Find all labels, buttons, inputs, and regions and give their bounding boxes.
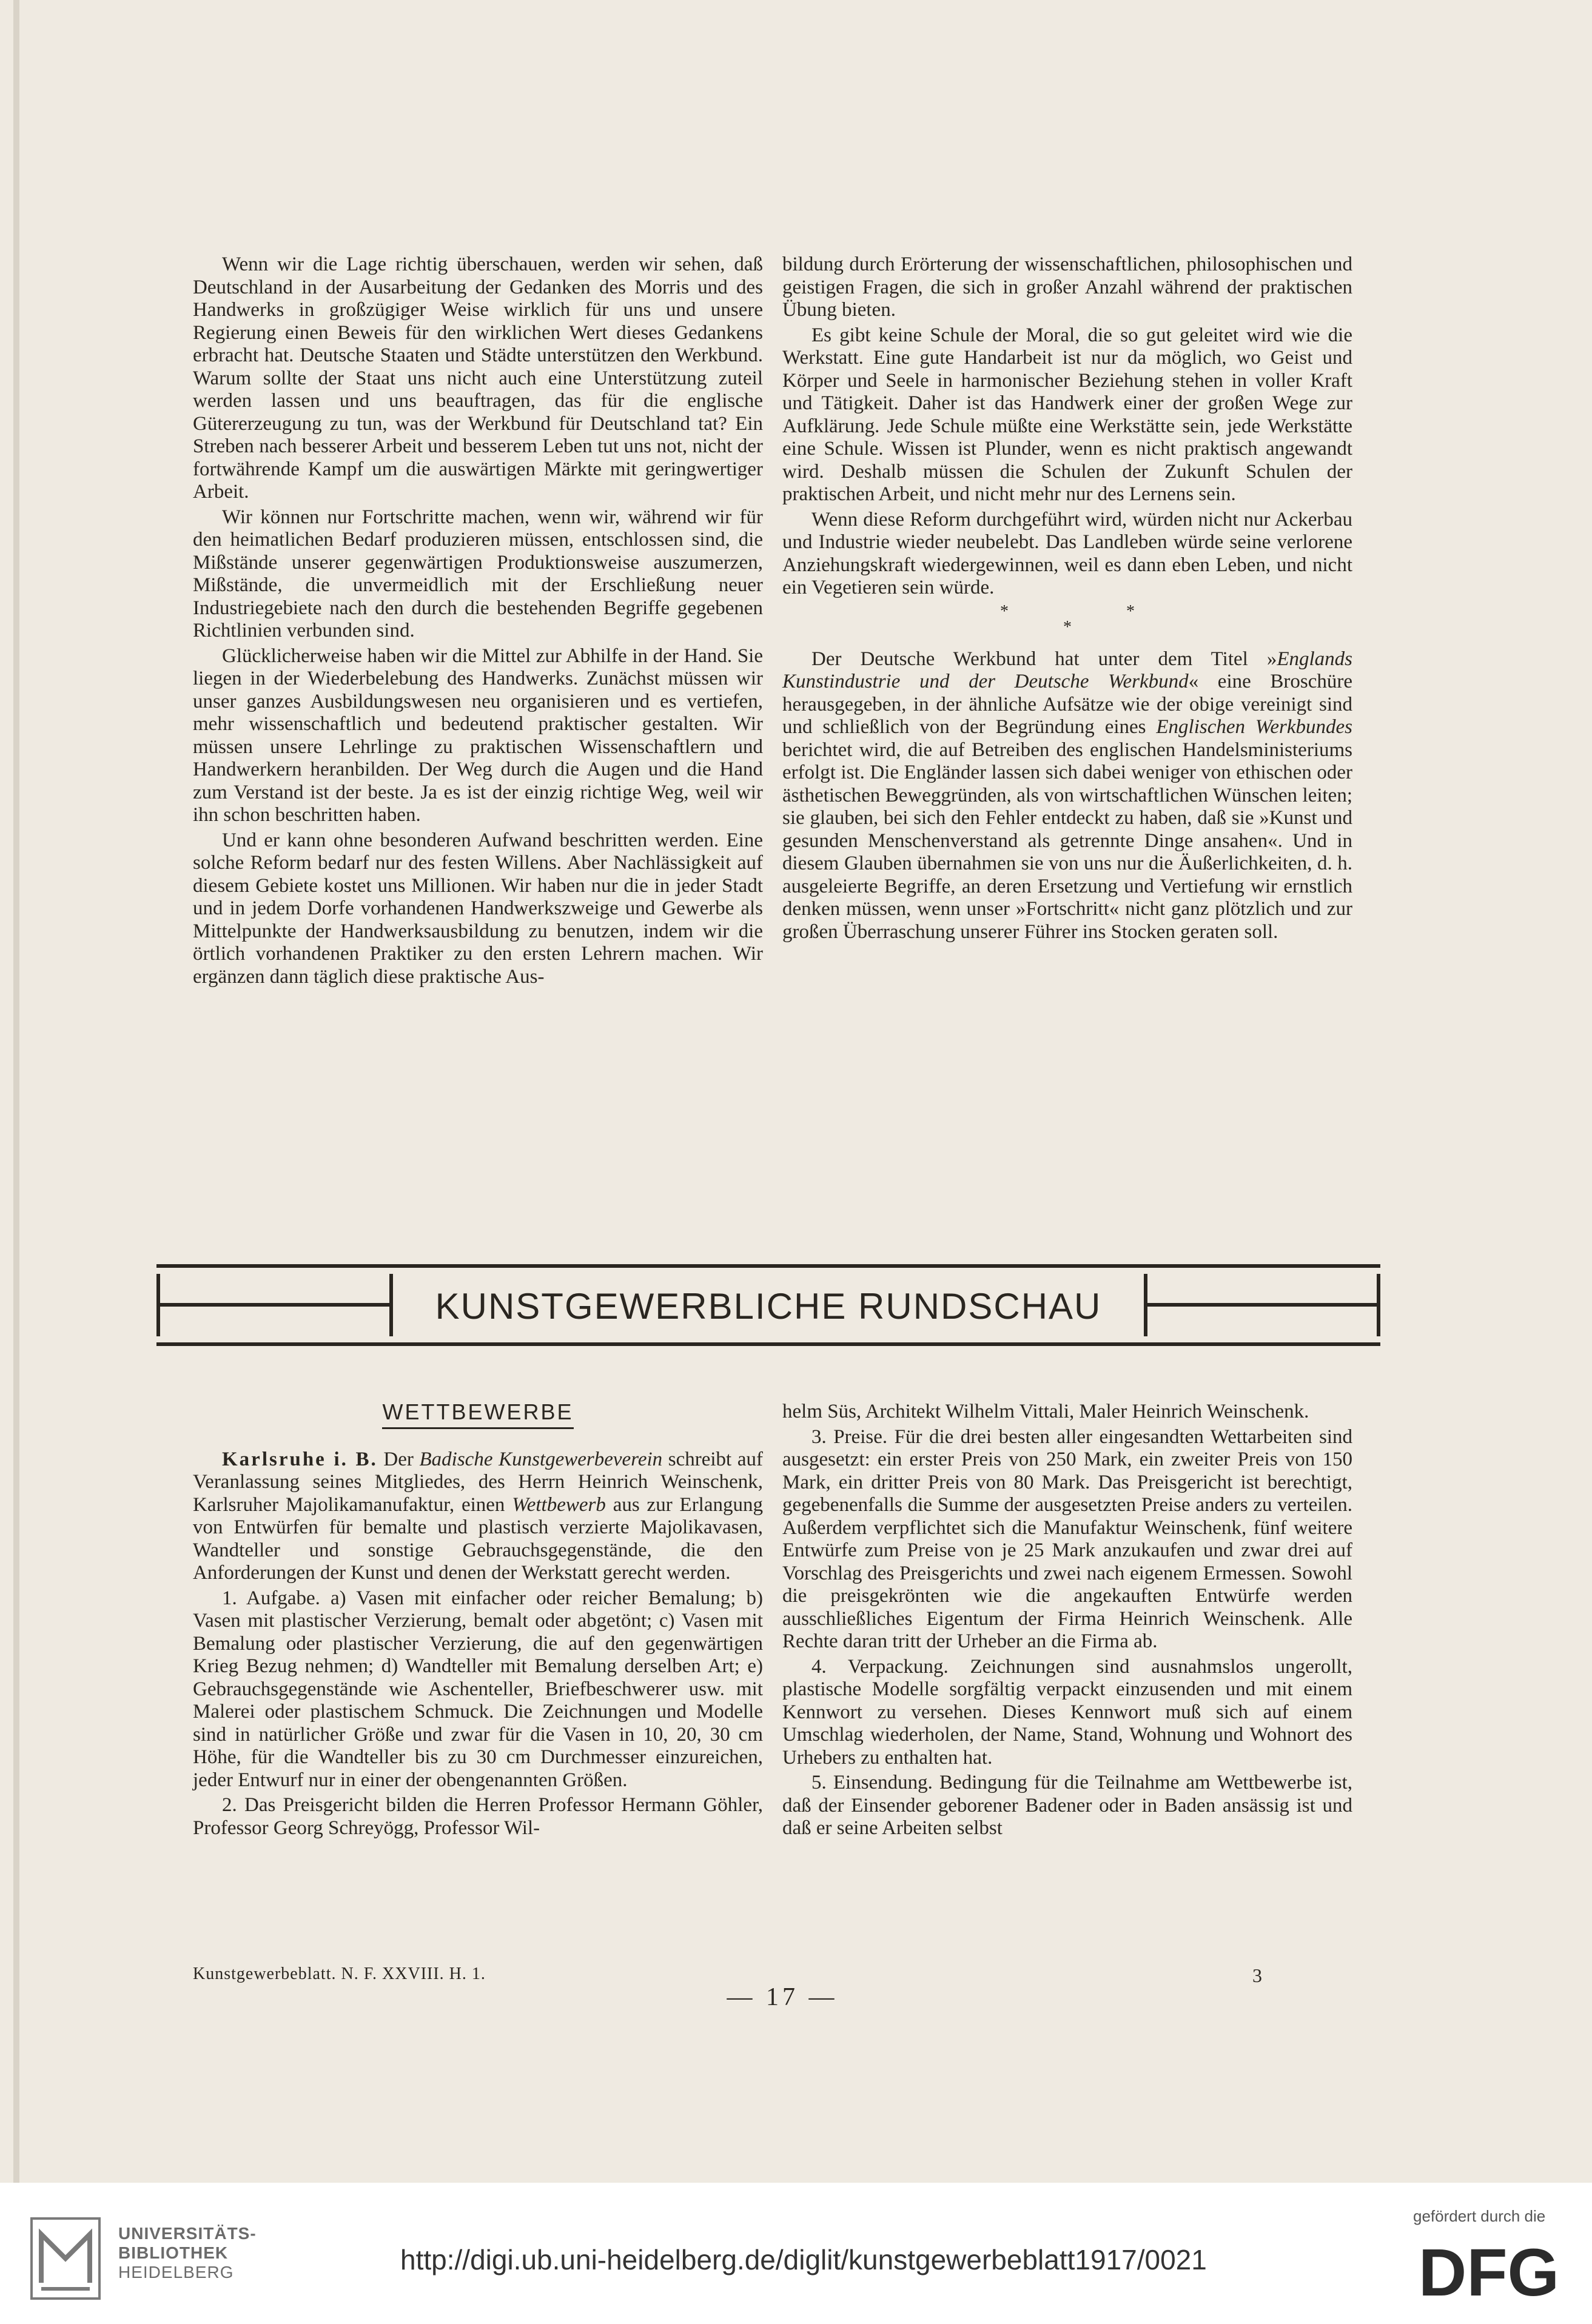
dfg-logo-icon[interactable] — [1407, 2237, 1571, 2304]
banner-rule-mid-right — [1144, 1303, 1380, 1307]
paragraph: 5. Einsendung. Bedingung für die Teilnahme am Wettbewerbe ist, daß der Einsender geborener Badener oder in Baden ansässig ist und daß er seine Arbeiten selbst — [782, 1772, 1352, 1839]
paragraph: Glücklicherweise haben wir die Mittel zur Abhilfe in der Hand. Sie liegen in der Wiederbelebung des Handwerks. Zunächst müssen wir unser ganzes Ausbildungswesen neu organisieren und es vertiefen, mehr wissenschaftlich und bedeutend praktischer gestalten. Wir müssen unsere Lehrlinge zu praktischen Wissenschaftlern und Handwerkern heranbilden. Der Weg durch die Augen und die Hand zum Verstand ist der beste. Ja es ist der einzig richtige Weg, weil wir ihn schon beschritten haben. — [193, 645, 763, 826]
paragraph: 1. Aufgabe. a) Vasen mit einfacher oder reicher Bemalung; b) Vasen mit plastischer Verzierung, bemalt oder abgetönt; c) Vasen mit Bemalung oder plastischer Verzierung, die auf den gegenwärtigen Krieg Bezug nehmen; d) Wandteller mit Bemalung derselben Art; e) Gebrauchsgegenstände wie Aschenteller, Briefbeschwerer usw. mit Malerei oder plastischem Schmuck. Die Zeichnungen und Modelle sind in natürlicher Größe und zwar für die Vasen in 10, 20, 30 cm Höhe, für die Wandteller bis zu 30 cm Durchmesser einzureichen, jeder Entwurf nur in einer der obengenannten Größen. — [193, 1587, 763, 1791]
paragraph: Wenn diese Reform durchgeführt wird, würden nicht nur Ackerbau und Industrie wieder neubelebt. Das Landleben würde seine verlorene Anziehungskraft wiedergewinnen, weil es dann eben Leben, und nicht ein Vegetieren sein würde. — [782, 508, 1352, 598]
library-name-line: BIBLIOTHEK — [118, 2243, 229, 2262]
text-run: schreibt auf Veranlassung seines Mitgliedes, des Herrn Heinrich Weinschenk, Karlsruher Majolikamanufaktur, einen — [193, 1448, 763, 1516]
dfg-logo-text: DFG — [1418, 2237, 1560, 2304]
paragraph: 2. Das Preisgericht bilden die Herren Professor Hermann Göhler, Professor Georg Schreyögg, Professor Wil- — [193, 1794, 763, 1839]
organization-name: Englischen Werkbundes — [1156, 716, 1352, 738]
separator-star: * — [1000, 601, 1063, 621]
library-name — [118, 2224, 257, 2282]
signature-mark: 3 — [1252, 1964, 1262, 1986]
paragraph: Es gibt keine Schule der Moral, die so gut geleitet wird wie die Werkstatt. Eine gute Handarbeit ist nur da möglich, wo Geist und Körper und Seele in harmonischer Beziehung stehen in voller Kraft und Tätigkeit. Daher ist das Handwerk einer der großen Wege zur Aufklärung. Jede Schule müßte eine Werkstätte sein, jede Werkstätte eine Schule. Wissen ist Plunder, wenn es nicht praktisch angewandt wird. Deshalb müssen die Schulen der Zukunft Schulen der praktischen Arbeit, und nicht mehr nur des Lernens sein. — [782, 324, 1352, 505]
heidelberg-library-logo-icon[interactable] — [29, 2216, 102, 2301]
paragraph: bildung durch Erörterung der wissenschaftlichen, philosophischen und geistigen Fragen, die sich in großer Anzahl während der praktischen Übung bieten. — [782, 253, 1352, 321]
article-column-1 — [193, 253, 763, 988]
page-number: — 17 — — [727, 1983, 838, 2011]
text-run: berichtet wird, die auf Betreiben des englischen Handelsministeriums erfolgt ist. Die Engländer lassen sich dabei weniger von ethischen oder ästhetischen Beweggründen, als von wirtschaftlichen Wünschen leiten; sie glauben, bei sich den Fehler entdeckt zu haben, daß sie »Kunst und gesunden Menschenverstand als getrennte Dinge ansahen«. Und in diesem Glauben übernahmen sie von uns nur die Äußerlichkeiten, d. h. ausgeleierte Begriffe, an deren Ersetzung und Vertiefung wir ernstlich denken müssen, wenn unser »Fortschritt« nicht ganz plötzlich und zur großen Überraschung unserer Führer ins Stocken geraten soll. — [782, 738, 1352, 943]
section-banner — [156, 1264, 1380, 1346]
journal-reference: Kunstgewerbeblatt. N. F. XXVIII. H. 1. — [193, 1964, 486, 1983]
rundschau-column-1 — [193, 1401, 763, 1840]
text-run: « eine Broschüre herausgegeben, in der ähnliche Aufsätze wie der obige vereinigt sind und schließlich von der Begründung eines — [782, 671, 1352, 738]
paragraph: Wenn wir die Lage richtig überschauen, werden wir sehen, daß Deutschland in der Ausarbeitung der Gedanken des Morris und des Handwerks in großzügiger Weise wirklich für uns und unsere Regierung einen Beweis für den wirklichen Wert dieses Gedankens erbracht hat. Deutsche Staaten und Städte unterstützen den Werkbund. Warum sollte der Staat uns nicht auch eine Unterstützung zuteil werden lassen und uns beauftragen, das für die englische Gütererzeugung zu tun, was der Werkbund für Deutschland tat? Ein Streben nach besserer Arbeit und besserem Leben tut uns not, nicht der fortwährende Kampf um die auswärtigen Märkte mit geringwertiger Arbeit. — [193, 253, 763, 503]
funding-note: gefördert durch die — [1413, 2207, 1546, 2225]
rundschau-column-2 — [782, 1401, 1352, 1840]
banner-rule-bottom — [156, 1342, 1380, 1346]
book-title: Englands Kunstindustrie und der Deutsche Werkbund — [782, 648, 1352, 692]
werkbund-paragraph — [782, 648, 1352, 944]
paragraph: Und er kann ohne besonderen Aufwand beschritten werden. Eine solche Reform bedarf nur des festen Willens. Aber Nachlässigkeit auf diesem Gebiete kostet uns Millionen. Wir haben nur die in jeder Stadt und in jedem Dorfe vorhandenen Handwerkszweige und Gewerbe als Mittelpunkte der Handwerksausbildung zu benutzen, indem wir die örtlich vorhandenen Praktiker zu den ersten Lehrern machen. Wir ergänzen dann täglich diese praktische Aus- — [193, 829, 763, 988]
subheading — [193, 1401, 763, 1429]
text-run: Der Deutsche Werkbund hat unter dem Titel » — [811, 648, 1277, 670]
separator-star: * — [1126, 601, 1189, 621]
banner-rule-mid-left — [156, 1303, 389, 1307]
separator-star: * — [1063, 617, 1126, 637]
paragraph: 4. Verpackung. Zeichnungen sind ausnahmslos ungerollt, plastische Modelle sorgfältig verpackt einzusenden und mit einem Kennwort zu versehen. Dieses Kennwort muß sich auf einem Umschlag wiederholen, der Name, Stand, Wohnung und Wohnort des Urhebers zu enthalten hat. — [782, 1655, 1352, 1769]
text-run: aus zur Erlangung von Entwürfen für bemalte und plastisch verzierte Majolikavasen, Wandteller und sonstige Gebrauchsgegenstände, die den Anforderungen der Kunst und denen der Werkstatt gerecht werden. — [193, 1493, 763, 1584]
paragraph: helm Süs, Architekt Wilhelm Vittali, Maler Heinrich Weinschenk. — [782, 1401, 1309, 1422]
paragraph: 3. Preise. Für die drei besten aller eingesandten Wettarbeiten sind ausgesetzt: ein erster Preis von 250 Mark, ein zweiter Preis von 150 Mark, ein dritter Preis von 80 Mark. Das Preisgericht ist berechtigt, gegebenenfalls die Summe der ausgesetzten Preise anders zu verteilen. Außerdem verpflichtet sich die Manufaktur Weinschenk, fünf weitere Entwürfe zum Preise von je 25 Mark anzukaufen und zwar drei auf Vorschlag des Preisgerichts und zwei nach eigenem Ermessen. Sowohl die preisgekrönten wie die angekauften Entwürfe werden ausschließliches Eigentum der Firma Heinrich Weinschenk. Alle Rechte daran tritt der Urheber an die Firma ab. — [782, 1425, 1352, 1652]
library-name-line: UNIVERSITÄTS- — [118, 2224, 257, 2243]
text-run: Der — [377, 1448, 420, 1470]
page-spine-shadow — [13, 0, 19, 2183]
subheading-text: WETTBEWERBE — [382, 1401, 573, 1429]
organization-name: Badische Kunstgewerbeverein — [419, 1448, 663, 1470]
banner-rule-top — [156, 1264, 1380, 1268]
banner-title: KUNSTGEWERBLICHE RUNDSCHAU — [435, 1286, 1102, 1327]
emphasis: Wettbewerb — [512, 1493, 606, 1516]
article-column-2 — [782, 253, 1352, 943]
permalink-url[interactable]: http://digi.ub.uni-heidelberg.de/diglit/kunstgewerbeblatt1917/0021 — [400, 2244, 1207, 2275]
place-name: Karlsruhe i. B. — [222, 1448, 378, 1470]
section-separator-stars — [782, 600, 1352, 648]
paragraph: Wir können nur Fortschritte machen, wenn wir, während wir für den heimatlichen Bedarf produzieren müssen, entschlossen sind, die Mißstände unserer gegenwärtigen Produktionsweise auszumerzen, Mißstände, die unvermeidlich mit der Erschließung neuer Industriegebiete nach den durch die bestehenden Begriffe gegebenen Richtlinien verbunden sind. — [193, 506, 763, 641]
competition-lead — [193, 1448, 763, 1585]
library-name-line: HEIDELBERG — [118, 2263, 234, 2282]
